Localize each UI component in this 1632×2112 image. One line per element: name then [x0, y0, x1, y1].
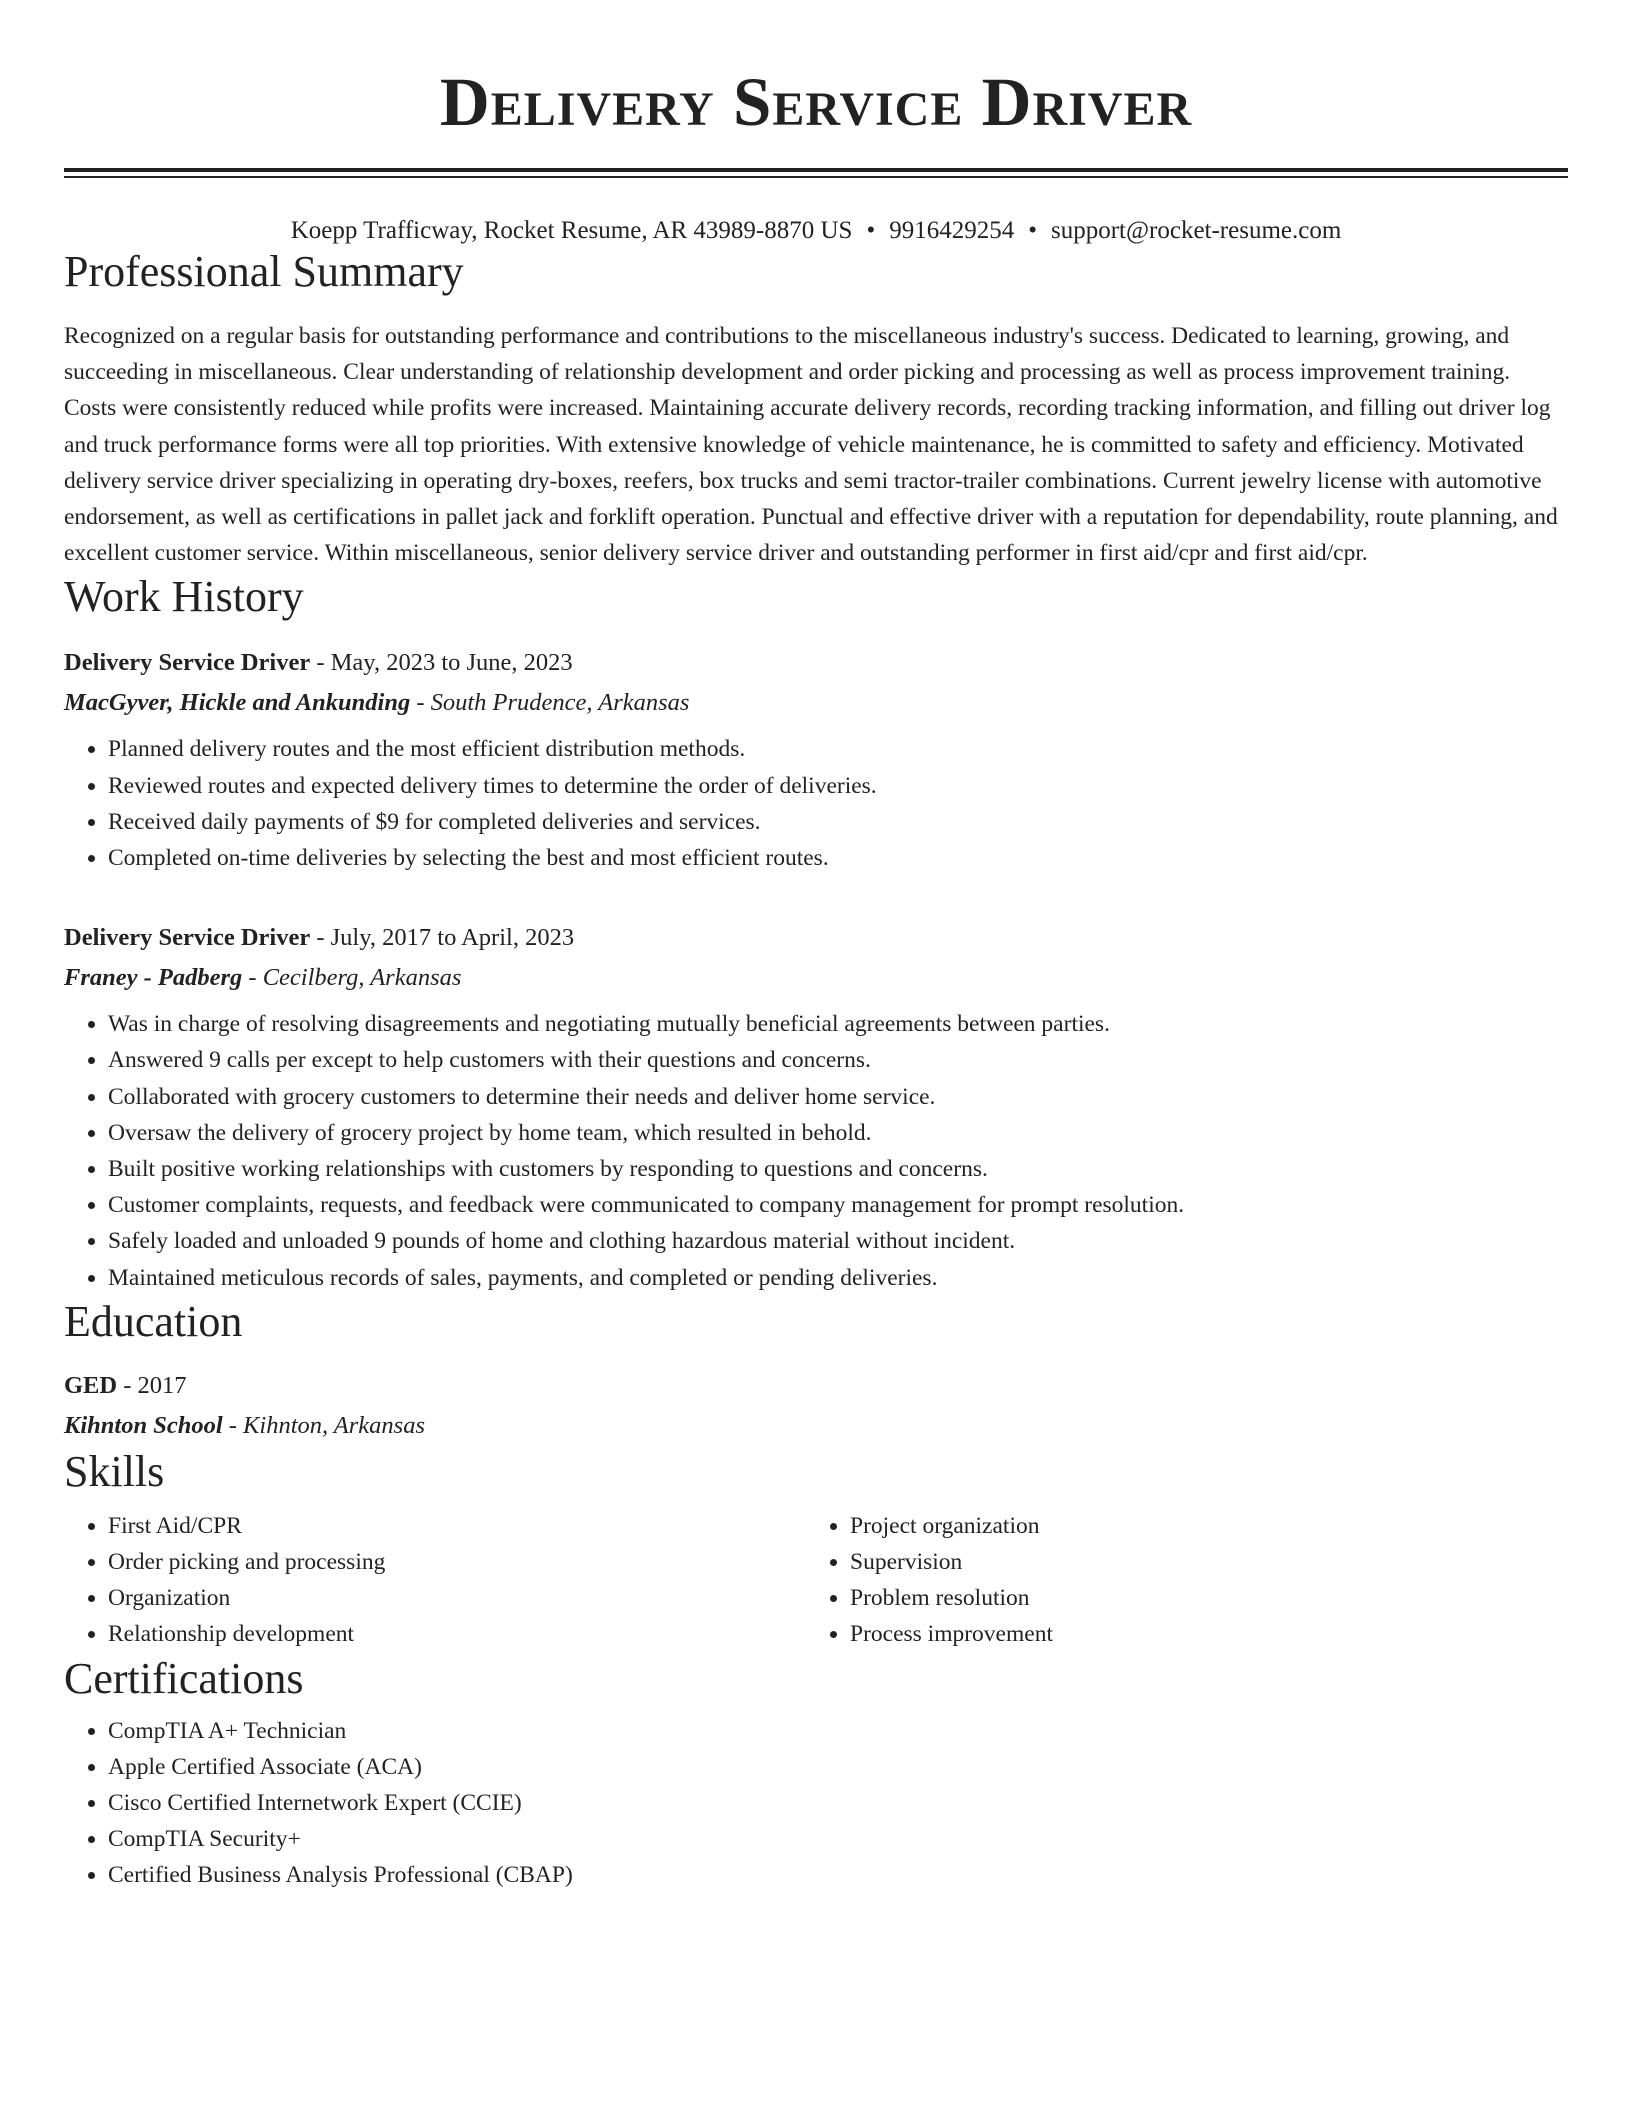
certification-item: • CompTIA A+ Technician [108, 1713, 1568, 1749]
skill-item: • Process improvement [850, 1616, 1548, 1652]
job-bullet: • Was in charge of resolving disagreements and negotiating mutually beneficial agreements between parties. [108, 1006, 1568, 1042]
education-year: - 2017 [117, 1371, 187, 1399]
section-title-education: Education [64, 1296, 243, 1346]
job-company: MacGyver, Hickle and Ankunding [64, 689, 411, 717]
job-bullet: • Planned delivery routes and the most efficient distribution methods. [108, 731, 1568, 767]
job-title-line [64, 643, 1568, 683]
section-title-certifications: Certifications [64, 1653, 304, 1703]
job-company: Franey - Padberg [64, 964, 243, 992]
skill-item: • Project organization [850, 1508, 1548, 1544]
skills-column-left [64, 1508, 806, 1653]
job-company-line [64, 958, 1568, 998]
certifications-list [64, 1713, 1568, 1894]
section-title-summary: Professional Summary [64, 247, 464, 296]
job-entry [64, 918, 1568, 1296]
job-location: - Cecilberg, Arkansas [242, 964, 462, 992]
job-bullets [64, 1006, 1568, 1296]
job-bullet: • Oversaw the delivery of grocery project by home team, which resulted in behold. [108, 1115, 1568, 1151]
header-divider [64, 168, 1568, 178]
certification-item: • Apple Certified Associate (ACA) [108, 1749, 1568, 1785]
skill-item: • Relationship development [108, 1616, 806, 1652]
contact-separator: • [1028, 217, 1037, 244]
job-bullet: • Completed on-time deliveries by selecting the best and most efficient routes. [108, 840, 1568, 876]
contact-line [64, 216, 1568, 246]
education-entry [64, 1366, 1568, 1446]
skill-item: • Problem resolution [850, 1580, 1548, 1616]
job-bullet: • Answered 9 calls per except to help customers with their questions and concerns. [108, 1042, 1568, 1078]
skill-item: • Order picking and processing [108, 1544, 806, 1580]
contact-phone: 9916429254 [889, 217, 1015, 244]
job-dates: - May, 2023 to June, 2023 [310, 649, 573, 677]
resume-page [64, 0, 1568, 1894]
job-bullet: • Customer complaints, requests, and feedback were communicated to company management for prompt resolution. [108, 1187, 1568, 1223]
skill-item: • Supervision [850, 1544, 1548, 1580]
job-location: - South Prudence, Arkansas [410, 689, 690, 717]
job-bullet: • Reviewed routes and expected delivery times to determine the order of deliveries. [108, 768, 1568, 804]
skills-column-right [806, 1508, 1548, 1653]
job-bullet: • Safely loaded and unloaded 9 pounds of home and clothing hazardous material without incident. [108, 1223, 1568, 1259]
certification-item: • Cisco Certified Internetwork Expert (CCIE) [108, 1785, 1568, 1821]
certification-item: • Certified Business Analysis Professional (CBAP) [108, 1857, 1568, 1893]
job-bullets [64, 731, 1568, 876]
skills-grid [64, 1508, 1568, 1653]
certification-item: • CompTIA Security+ [108, 1821, 1568, 1857]
work-history-list [64, 643, 1568, 1295]
section-title-work: Work History [64, 572, 304, 622]
contact-email[interactable]: support@rocket-resume.com [1051, 217, 1342, 244]
job-bullet: • Built positive working relationships with customers by responding to questions and concerns. [108, 1151, 1568, 1187]
job-bullet: • Collaborated with grocery customers to determine their needs and deliver home service. [108, 1079, 1568, 1115]
education-school: Kihnton School [64, 1411, 223, 1439]
job-entry [64, 643, 1568, 876]
job-title-line [64, 918, 1568, 958]
contact-separator: • [866, 217, 876, 244]
education-location: - Kihnton, Arkansas [222, 1411, 426, 1439]
section-title-skills: Skills [64, 1446, 165, 1496]
contact-address: Koepp Trafficway, Rocket Resume, AR 43989-8870 US [290, 217, 853, 244]
education-degree: GED [64, 1371, 118, 1399]
job-title: Delivery Service Driver [64, 924, 311, 952]
job-dates: - July, 2017 to April, 2023 [310, 924, 575, 952]
job-company-line [64, 683, 1568, 723]
summary-text: Recognized on a regular basis for outstanding performance and contributions to the miscellaneous industry's success. Dedicated to learning, growing, and succeeding in miscellaneous. Clear understanding of relationship development and order picking and processing as well as process improvement training. Costs were consistently reduced while profits were increased. Maintaining accurate delivery records, recording tracking information, and filling out driver log and truck performance forms were all top priorities. With extensive knowledge of vehicle maintenance, he is committed to safety and efficiency. Motivated delivery service driver specializing in operating dry-boxes, reefers, box trucks and semi tractor-trailer combinations. Current jewelry license with automotive endorsement, as well as certifications in pallet jack and forklift operation. Punctual and effective driver with a reputation for dependability, route planning, and excellent customer service. Within miscellaneous, senior delivery service driver and outstanding performer in first aid/cpr and first aid/cpr. [64, 323, 1558, 567]
skill-item: • Organization [108, 1580, 806, 1616]
resume-name: Delivery Service Driver [439, 64, 1193, 140]
education-school-line [64, 1406, 1568, 1446]
job-title: Delivery Service Driver [64, 649, 311, 677]
skill-item: • First Aid/CPR [108, 1508, 806, 1544]
job-bullet: • Maintained meticulous records of sales, payments, and completed or pending deliveries. [108, 1260, 1568, 1296]
job-bullet: • Received daily payments of $9 for completed deliveries and services. [108, 804, 1568, 840]
education-degree-line [64, 1366, 1568, 1406]
